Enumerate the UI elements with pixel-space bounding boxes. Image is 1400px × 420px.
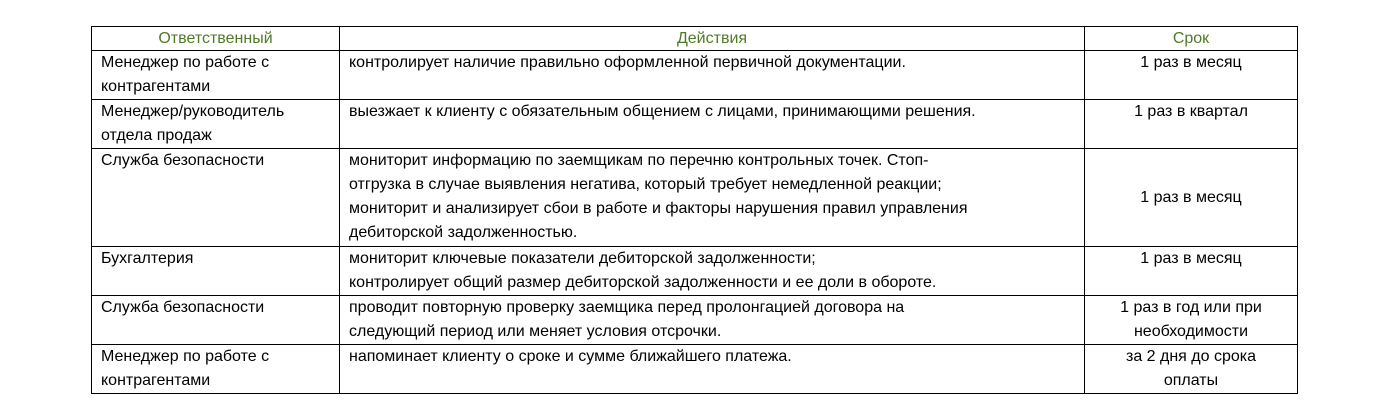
term-cell	[1085, 296, 1298, 345]
cell-text: мониторит ключевые показатели дебиторской задолженности;	[349, 250, 816, 267]
actions-cell	[340, 100, 1085, 149]
header-actions: Действия	[340, 27, 1085, 51]
cell-text: Менеджер/руководитель	[101, 103, 285, 120]
cell-text: выезжает к клиенту с обязательным общением с лицами, принимающими решения.	[349, 103, 976, 120]
table-row	[92, 51, 1298, 100]
cell-text: за 2 дня до срока	[1125, 348, 1257, 365]
table-row	[92, 247, 1298, 296]
responsible-cell	[92, 247, 340, 296]
cell-text: контролирует наличие правильно оформленной первичной документации.	[349, 54, 906, 71]
responsible-cell	[92, 149, 340, 247]
cell-text: Менеджер по работе с	[101, 54, 270, 71]
responsible-cell	[92, 345, 340, 394]
term-cell	[1085, 345, 1298, 394]
cell-text: 1 раз в квартал	[1134, 103, 1248, 120]
cell-text: отдела продаж	[101, 127, 212, 144]
responsible-cell	[92, 51, 340, 100]
header-term: Срок	[1085, 27, 1298, 51]
term-cell	[1085, 149, 1298, 247]
cell-text: следующий период или меняет условия отсрочки.	[349, 323, 722, 340]
cell-text: мониторит информацию по заемщикам по перечню контрольных точек. Стоп-	[349, 152, 929, 169]
term-cell	[1085, 247, 1298, 296]
responsibility-table	[91, 26, 1298, 394]
cell-text: контрагентами	[101, 372, 211, 389]
table-header-row	[92, 27, 1298, 51]
actions-cell	[340, 296, 1085, 345]
term-cell	[1085, 51, 1298, 100]
table-row	[92, 296, 1298, 345]
table-row	[92, 345, 1298, 394]
cell-text: 1 раз в месяц	[1140, 250, 1242, 267]
cell-text: отгрузка в случае выявления негатива, который требует немедленной реакции;	[349, 176, 942, 193]
actions-cell	[340, 247, 1085, 296]
table-row	[92, 149, 1298, 247]
cell-text: 1 раз в месяц	[1140, 188, 1242, 206]
actions-cell	[340, 149, 1085, 247]
cell-text: дебиторской задолженностью.	[349, 224, 578, 241]
cell-text: Служба безопасности	[101, 152, 265, 169]
term-cell	[1085, 100, 1298, 149]
responsible-cell	[92, 100, 340, 149]
cell-text: Бухгалтерия	[101, 250, 194, 267]
cell-text: Менеджер по работе с	[101, 348, 270, 365]
table-row	[92, 100, 1298, 149]
header-responsible: Ответственный	[92, 27, 340, 51]
cell-text: Служба безопасности	[101, 299, 265, 316]
cell-text: 1 раз в месяц	[1140, 54, 1242, 71]
cell-text: оплаты	[1163, 372, 1219, 389]
cell-text: 1 раз в год или при	[1120, 299, 1262, 316]
actions-cell	[340, 345, 1085, 394]
cell-text: мониторит и анализирует сбои в работе и факторы нарушения правил управления	[349, 200, 968, 217]
cell-text: контрагентами	[101, 78, 211, 95]
cell-text: необходимости	[1133, 323, 1249, 340]
responsible-cell	[92, 296, 340, 345]
actions-cell	[340, 51, 1085, 100]
cell-text: контролирует общий размер дебиторской задолженности и ее доли в обороте.	[349, 274, 937, 291]
cell-text: проводит повторную проверку заемщика перед пролонгацией договора на	[349, 299, 905, 316]
cell-text: напоминает клиенту о сроке и сумме ближайшего платежа.	[349, 348, 792, 365]
